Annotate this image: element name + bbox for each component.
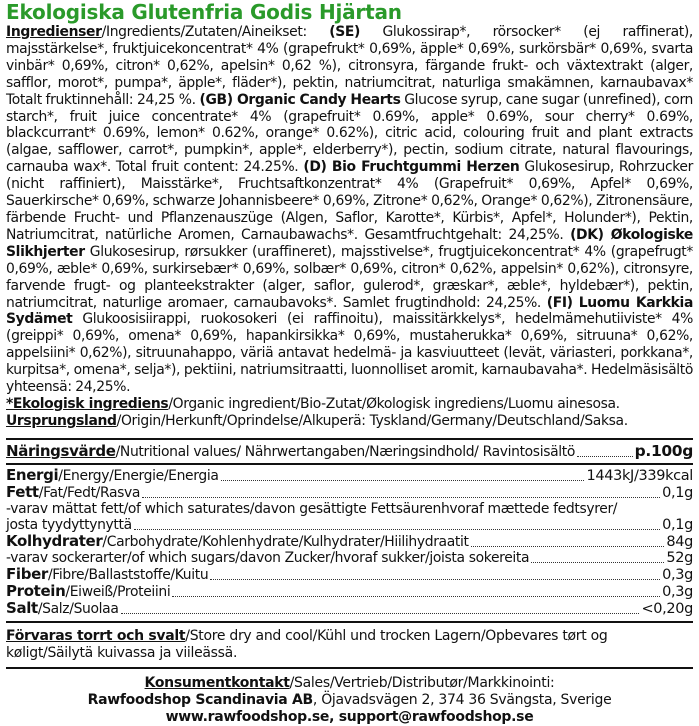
dk-ingredients: Glukosesirup, rørsukker (uraffineret), majsstivelse*, frugtjuicekoncentrat* 4% (grapefrugt* 0,69%, æble* 0,69%, surkirsebær* 0,69%, solbær* 0,69%, citron* 0,62%, appelsin* 0,62%), citronsyre, farvende frugt- og planteekstrakter (alger, saflor, gulerod*, græskar*, æble*, hyldebær*), pektin, natriumcitrat, naturlige aromaer, carnaubavoks*. Samlet frugtindhold: 24,25%. [6, 243, 693, 311]
fi-ingredients: Glukoosisiirappi, ruokosokeri (ei raffinoitu), maissitärkkelys*, hedelmämehutiiviste* 4% (greippi* 0,69%, omena* 0,69%, hapankirsikka* 0,69%, mustaherukka* 0,69%, sitruuna* 0,62%, appelsiini* 0,62%), sitruunahappo, väriä antavat hedelmä- ja kasviuutteet (levät, väriasteri, porkkana*, kurpitsa*, omena*, selja*), pektiini, natriumsitraatti, luonnolliset aromit, karnaubavaha*. Hedelmäsisältö yhteensä: 24,25%. [6, 311, 693, 396]
storage-heading: Förvaras torrt och svalt [6, 627, 186, 644]
origin-line [6, 413, 693, 430]
nutrition-heading-rest: /Nutritional values/ Nährwertangaben/Næringsindhold/ Ravintosisältö [115, 443, 576, 460]
dk-tag: (DK) Økologiske Slikhjerter [6, 226, 693, 260]
saturates-label-line1: -varav mättat fett/of which saturates/davon gesättigte Fettsäurenhvoraf mættede fedtsyrer/ [6, 500, 618, 517]
salt-value: <0,20g [641, 600, 693, 617]
salt-label: Salt [6, 598, 38, 617]
carbohydrate-label-rest: /Carbohydrate/Kohlenhydrate/Kulhydrater/Hiilihydraatit [102, 533, 469, 550]
organic-note-text: /Organic ingredient/Bio-Zutat/Økologisk ingrediens/Luomu ainesosa. [168, 395, 620, 412]
contact-block [6, 675, 693, 726]
leader-dots [172, 595, 660, 597]
company-name: Rawfoodshop Scandinavia AB [87, 691, 313, 708]
carbohydrate-label: Kolhydrater [6, 531, 103, 550]
fat-label: Fett [6, 482, 39, 501]
fibre-label-rest: /Fibre/Ballaststoffe/Kuitu [47, 566, 209, 583]
energy-label: Energi [6, 465, 59, 484]
leader-dots [221, 479, 585, 481]
sugars-label: -varav sockerarter/of which sugars/davon Zucker/hvoraf sukker/joista sokereita [6, 549, 530, 566]
gb-ingredients: Glucose syrup, cane sugar (unrefined), corn starch*, fruit juice concentrate* 4% (grapefruit* 0.69%, apple* 0.69%, sour cherry* 0.69%, blackcurrant* 0.69%, lemon* 0.62%, orange* 0.62%), citric acid, colouring fruit and plant extracts (algae, safflower, carrot*, pumpkin*, apple*, elderberry*), pectin, sodium citrate, natural flavourings, carnauba wax*. Total fruit content: 24.25%. [6, 91, 694, 176]
organic-note-heading: *Ekologisk ingrediens [6, 395, 169, 412]
fat-value: 0,1g [662, 484, 693, 501]
fat-label-rest: /Fat/Fedt/Rasva [38, 484, 141, 501]
organic-note [6, 396, 693, 413]
energy-label-rest: /Energy/Energie/Energia [58, 467, 219, 484]
product-title: Ekologiska Glutenfria Godis Hjärtan [6, 0, 402, 24]
fibre-row [6, 566, 693, 583]
protein-value: 0,3g [662, 583, 693, 600]
origin-text: /Origin/Herkunft/Oprindelse/Alkuperä: Tyskland/Germany/Deutschland/Saksa. [116, 412, 628, 429]
saturates-label-line2: josta tyydyttynyttä [6, 516, 132, 533]
salt-row [6, 600, 693, 617]
divider [6, 438, 693, 440]
fibre-label: Fiber [6, 564, 48, 583]
energy-value: 1443kJ/339kcal [586, 467, 693, 484]
de-tag: (D) Bio Fruchtgummi Herzen [303, 159, 520, 176]
contact-web-line [6, 709, 693, 726]
energy-row [6, 467, 693, 484]
leader-dots [142, 496, 660, 498]
contact-heading-line [6, 675, 693, 692]
contact-separator: , [329, 708, 339, 725]
fi-tag: (FI) Luomu Karkkia Sydämet [6, 294, 693, 328]
se-tag: (SE) [329, 24, 361, 40]
nutrition-header-row [6, 443, 693, 460]
fibre-value: 0,3g [662, 566, 693, 583]
protein-label-rest: /Eiweiß/Proteiini [65, 583, 171, 600]
email-link[interactable]: support@rawfoodshop.se [338, 708, 534, 725]
carbohydrate-row [6, 533, 693, 550]
sugars-row [6, 550, 693, 566]
sugars-value: 52g [666, 549, 693, 566]
leader-dots [210, 578, 660, 580]
storage-text: /Store dry and cool/Kühl und trocken Lagern/Opbevares tørt og køligt/Säilytä kuivassa ja viileässä. [6, 627, 608, 661]
de-ingredients: Glukosesirup, Rohrzucker (nicht raffiniert), Maisstärke*, Fruchtsaftkonzentrat* 4% (Grapefruit* 0,69%, Apfel* 0,69%, Sauerkirsche* 0,69%, schwarze Johannisbeere* 0,69%, Zitrone* 0,62%, Orange* 0,62%), Zitronensäure, färbende Frucht- und Pflanzenauszüge (Algen, Saflor, Karotte*, Kürbis*, Apfel*, Holunder*), Pektin, Natriumcitrat, natürliche Aromen, Carnaubawachs*. Gesamtfruchtgehalt: 24,25%. [6, 159, 693, 243]
nutrition-table [6, 443, 693, 617]
leader-dots [471, 545, 665, 547]
salt-label-rest: /Salz/Suolaa [37, 600, 119, 617]
carbohydrate-value: 84g [666, 533, 693, 550]
protein-label: Protein [6, 581, 66, 600]
saturates-row [6, 517, 693, 533]
origin-heading: Ursprungsland [6, 412, 117, 429]
gb-tag: (GB) Organic Candy Hearts [199, 91, 401, 108]
contact-heading: Konsumentkontakt [144, 674, 290, 691]
se-ingredients: Glukossirap*, rörsocker* (ej raffinerat), majsstärkelse*, fruktjuicekoncentrat* 4% (grapefrukt* 0,69%, äpple* 0,69%, surkörsbär* 0,69%, svarta vinbär* 0,69%, citron* 0,62%, apelsin* 0,62 %), citronsyra, färgande frukt- och växtextrakt (alger, safflor, morot*, pumpa*, äpple*, fläder*), pektin, natriumcitrat, naturliga smakämnen, karnaubavax* Totalt fruktinnehåll: 24,25 %. [6, 24, 693, 108]
divider [6, 463, 693, 465]
contact-address-line [6, 692, 693, 709]
leader-dots [531, 561, 664, 563]
nutrition-heading: Näringsvärde [6, 441, 116, 460]
contact-heading-rest: /Sales/Vertrieb/Distributør/Markkinointi: [289, 674, 555, 691]
website-link[interactable]: www.rawfoodshop.se [165, 708, 330, 725]
leader-dots [121, 612, 640, 614]
ingredients-block [6, 24, 693, 396]
leader-dots [577, 455, 633, 457]
protein-row [6, 583, 693, 600]
per-100g: p.100g [634, 441, 693, 460]
storage-info [6, 628, 693, 662]
ingredients-heading: Ingredienser [6, 24, 102, 40]
saturates-value: 0,1g [662, 516, 693, 533]
fat-row [6, 484, 693, 501]
leader-dots [134, 528, 660, 530]
ingredients-heading-rest: /Ingredients/Zutaten/Aineikset: [101, 24, 330, 40]
company-address: , Öjavadsvägen 2, 374 36 Svängsta, Sverige [312, 691, 612, 708]
